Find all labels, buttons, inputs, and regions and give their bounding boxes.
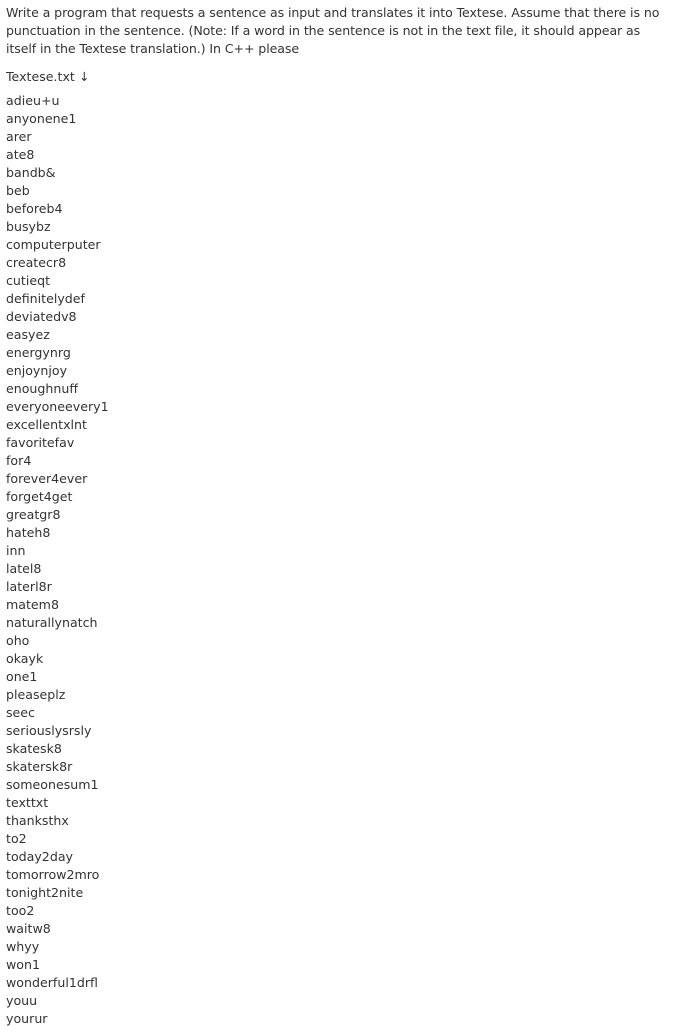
list-item: everyoneevery1 [6,399,109,414]
list-item: energynrg [6,345,71,360]
list-item: today2day [6,849,73,864]
list-item: excellentxlnt [6,417,87,432]
list-item: pleaseplz [6,687,66,702]
list-item: too2 [6,903,35,918]
list-item: to2 [6,831,27,846]
list-item: latel8 [6,561,42,576]
list-item: favoritefav [6,435,75,450]
list-item: bandb& [6,165,56,180]
list-item: texttxt [6,795,49,810]
list-item: anyonene1 [6,111,77,126]
list-item: enoughnuff [6,381,79,396]
list-item: seec [6,705,35,720]
list-item: thanksthx [6,813,69,828]
list-item: greatgr8 [6,507,61,522]
list-item: deviatedv8 [6,309,77,324]
list-item: definitelydef [6,291,85,306]
list-item: laterl8r [6,579,52,594]
list-item: youu [6,993,38,1008]
list-item: yourur [6,1011,48,1026]
list-item: one1 [6,669,38,684]
list-item: tonight2nite [6,885,84,900]
file-label: Textese.txt ↓ [6,69,90,84]
list-item: okayk [6,651,44,666]
list-item: inn [6,543,26,558]
list-item: forever4ever [6,471,88,486]
list-item: enjoynjoy [6,363,68,378]
list-item: computerputer [6,237,101,252]
list-item: adieu+u [6,93,60,108]
list-item: matem8 [6,597,59,612]
list-item: won1 [6,957,40,972]
list-item: arer [6,129,32,144]
list-item: busybz [6,219,51,234]
question-text: Write a program that requests a sentence as input and translates it into Textese. Assume that there is no punctuation in the sentence. (Note: If a word in the sentence is not in the text file, it should appear as itself in the Textese translation.) In C++ please [6,5,660,56]
list-item: naturallynatch [6,615,98,630]
list-item: hateh8 [6,525,51,540]
textese-word-list [6,92,674,1028]
list-item: someonesum1 [6,777,99,792]
list-item: skatersk8r [6,759,73,774]
list-item: tomorrow2mro [6,867,100,882]
list-item: forget4get [6,489,73,504]
list-item: beforeb4 [6,201,63,216]
list-item: easyez [6,327,50,342]
list-item: waitw8 [6,921,51,936]
list-item: skatesk8 [6,741,62,756]
list-item: oho [6,633,30,648]
list-item: cutieqt [6,273,51,288]
list-item: seriouslysrsly [6,723,92,738]
list-item: beb [6,183,30,198]
list-item: ate8 [6,147,35,162]
list-item: createcr8 [6,255,67,270]
list-item: wonderful1drfl [6,975,98,990]
list-item: whyy [6,939,40,954]
list-item: for4 [6,453,32,468]
